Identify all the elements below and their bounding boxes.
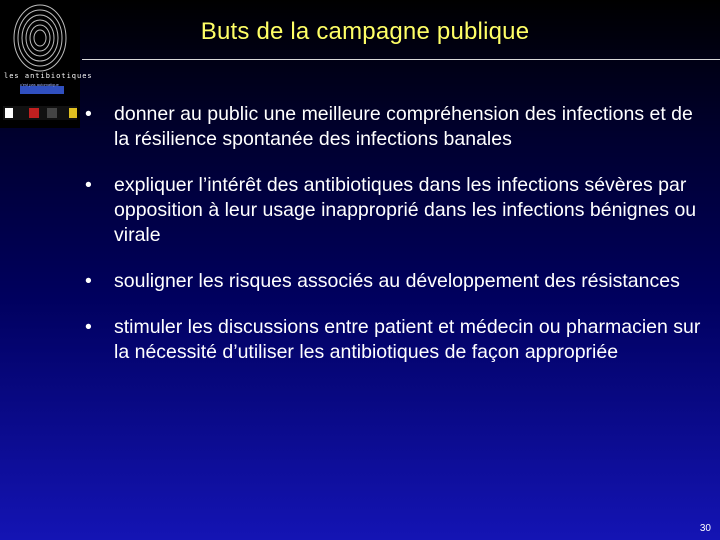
- page-number: 30: [699, 523, 711, 534]
- bullet-text: stimuler les discussions entre patient et médecin ou pharmacien sur la nécessité d’utiliser les antibiotiques de façon appropriée: [114, 316, 701, 363]
- bullet-text: expliquer l’intérêt des antibiotiques dans les infections sévères par opposition à leur usage inapproprié dans les infections bénignes ou virale: [114, 174, 697, 246]
- bullet-item: [84, 102, 704, 152]
- slide-title: Buts de la campagne publique: [200, 18, 530, 45]
- bullet-text: souligner les risques associés au développement des résistances: [114, 270, 680, 292]
- bullet-item: [84, 269, 704, 294]
- badge-icon: [29, 108, 39, 118]
- bullet-marker: •: [85, 103, 92, 125]
- badge-icon: [5, 108, 13, 118]
- bullet-list: [84, 102, 704, 386]
- logo-badges: [3, 108, 78, 120]
- bullet-item: [84, 173, 704, 248]
- bullet-marker: •: [85, 174, 92, 196]
- bullet-marker: •: [85, 316, 92, 338]
- title-divider: [82, 59, 720, 60]
- bullet-marker: •: [85, 270, 92, 292]
- logo-subtitle: c'est pas automatique: [20, 82, 59, 87]
- campaign-logo: [0, 0, 93, 128]
- logo-text: les antibiotiques: [4, 72, 93, 80]
- badge-icon: [69, 108, 77, 118]
- bullet-item: [84, 315, 704, 365]
- badge-icon: [47, 108, 57, 118]
- bullet-text: donner au public une meilleure compréhension des infections et de la résilience spontanée des infections banales: [114, 103, 693, 150]
